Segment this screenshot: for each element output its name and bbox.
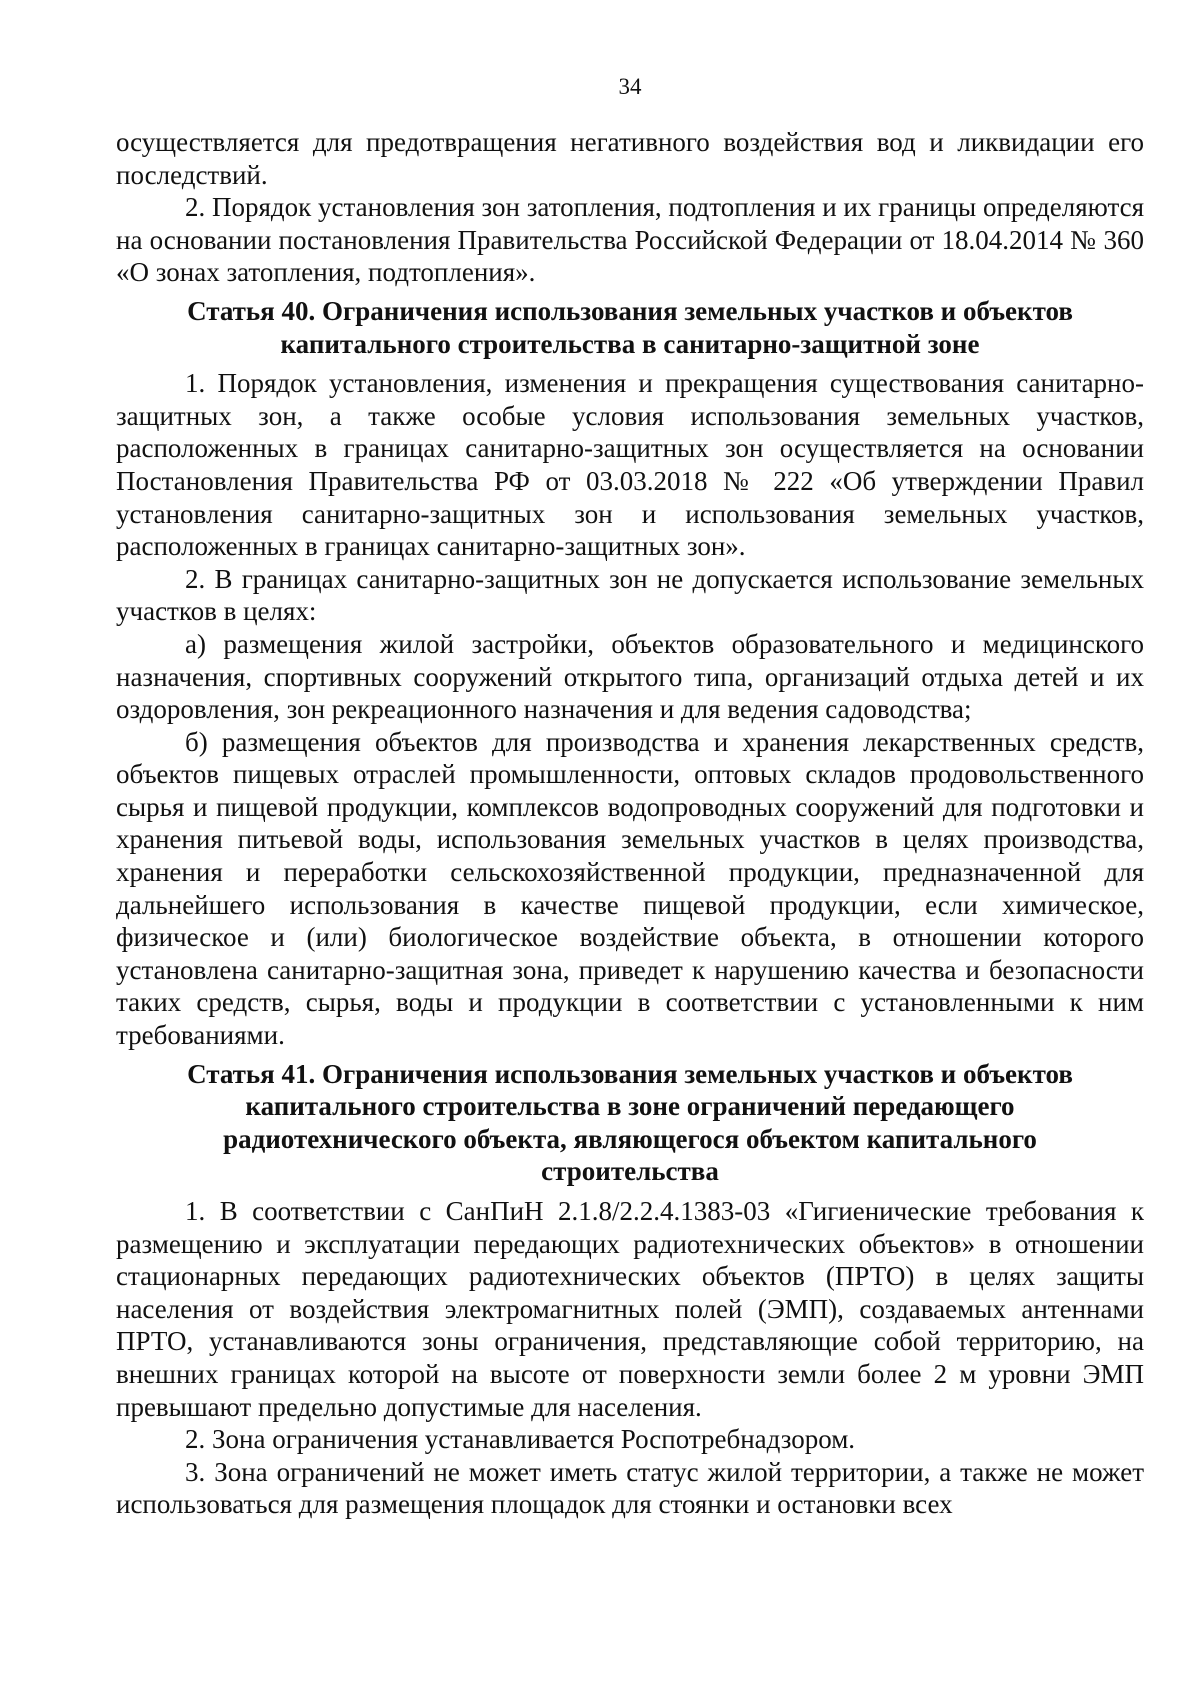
document-body xyxy=(116,126,1144,1521)
article-40-subitem-a: а) размещения жилой застройки, объектов образовательного и медицинского назначения, спортивных сооружений открытого типа, организаций отдыха детей и их оздоровления, зон рекреационного назначения и для ведения садоводства; xyxy=(116,628,1144,725)
article-40-subitem-b: б) размещения объектов для производства и хранения лекарственных средств, объектов пищевых отраслей промышленности, оптовых складов продовольственного сырья и пищевой продукции, комплексов водопроводных сооружений для подготовки и хранения питьевой воды, использования земельных участков в целях производства, хранения и переработки сельскохозяйственной продукции, предназначенной для дальнейшего использования в качестве пищевой продукции, если химическое, физическое и (или) биологическое воздействие объекта, в отношении которого установлена санитарно-защитная зона, приведет к нарушению качества и безопасности таких средств, сырья, воды и продукции в соответствии с установленными к ним требованиями. xyxy=(116,726,1144,1051)
article-40-item-2: 2. В границах санитарно-защитных зон не допускается использование земельных участков в целях: xyxy=(116,563,1144,627)
article-41-item-2: 2. Зона ограничения устанавливается Роспотребнадзором. xyxy=(185,1424,856,1455)
article-40-heading: Статья 40. Ограничения использования земельных участков и объектов капитального строительства в санитарно-защитной зоне xyxy=(187,295,1073,359)
page-number: 34 xyxy=(618,74,642,99)
article-41-item-1: 1. В соответствии с СанПиН 2.1.8/2.2.4.1383-03 «Гигиенические требования к размещению и эксплуатации передающих радиотехнических объектов» в отношении стационарных передающих радиотехнических объектов (ПРТО) в целях защиты населения от воздействия электромагнитных полей (ЭМП), создаваемых антеннами ПРТО, устанавливаются зоны ограничения, представляющие собой территорию, на внешних границах которой на высоте от поверхности земли более 2 м уровни ЭМП превышают предельно допустимые для населения. xyxy=(116,1196,1144,1422)
article-40-item-1: 1. Порядок установления, изменения и прекращения существования санитарно-защитных зон, а также особые условия использования земельных участков, расположенных в границах санитарно-защитных зон осуществляется на основании Постановления Правительства РФ от 03.03.2018 № 222 «Об утверждении Правил установления санитарно-защитных зон и использования земельных участков, расположенных в границах санитарно-защитных зон». xyxy=(116,368,1144,562)
article-41-heading: Статья 41. Ограничения использования земельных участков и объектов капитального строительства в зоне ограничений передающего радиотехнического объекта, являющегося объектом капитального строительства xyxy=(187,1058,1073,1187)
paragraph-continuation: осуществляется для предотвращения негативного воздействия вод и ликвидации его последствий. xyxy=(116,127,1144,190)
paragraph-flood-zones: 2. Порядок установления зон затопления, подтопления и их границы определяются на основании постановления Правительства Российской Федерации от 18.04.2014 № 360 «О зонах затопления, подтопления». xyxy=(116,192,1144,288)
article-41-item-3: 3. Зона ограничений не может иметь статус жилой территории, а также не может использоваться для размещения площадок для стоянки и остановки всех xyxy=(116,1456,1144,1520)
